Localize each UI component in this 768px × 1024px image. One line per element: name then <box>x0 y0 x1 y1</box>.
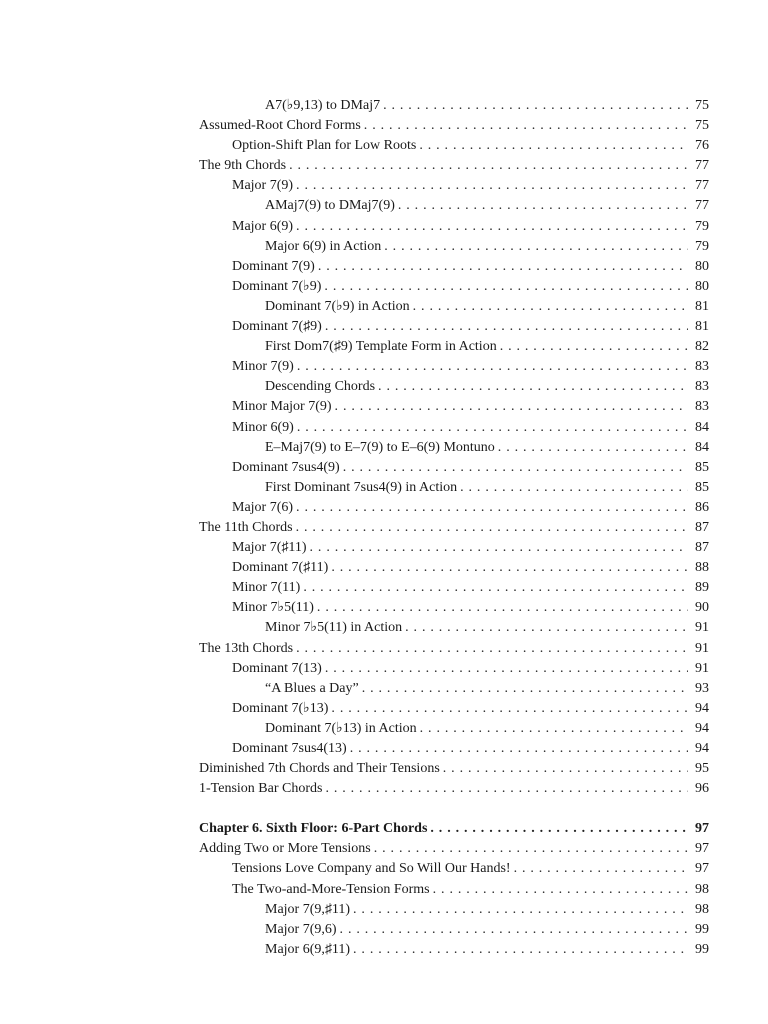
dot-leader <box>317 598 688 618</box>
toc-entry[interactable] <box>199 237 709 257</box>
toc-entry-title: Diminished 7th Chords and Their Tensions <box>199 761 440 777</box>
toc-entry-title: Dominant 7sus4(13) <box>232 741 347 756</box>
toc-entry-title: Major 6(9) <box>232 218 294 234</box>
toc-entry[interactable] <box>199 598 709 618</box>
toc-section-chapter-6 <box>199 839 709 960</box>
toc-entry-page: 93 <box>695 680 709 696</box>
toc-entry[interactable] <box>199 357 709 377</box>
toc-entry-page: 75 <box>695 98 709 113</box>
toc-entry[interactable] <box>199 659 709 679</box>
toc-entry[interactable] <box>199 377 709 397</box>
dot-leader <box>433 880 688 900</box>
toc-entry-page: 84 <box>695 439 709 455</box>
toc-entry-title: The 11th Chords <box>199 519 293 535</box>
toc-entry-page: 98 <box>695 901 709 917</box>
toc-entry-page: 97 <box>695 841 709 857</box>
toc-entry-title: The 13th Chords <box>199 640 294 656</box>
toc-chapter-6-heading[interactable] <box>199 819 709 839</box>
toc-entry-title: The Two-and-More-Tension Forms <box>232 881 430 897</box>
toc-entry-title: E–Maj7(9) to E–7(9) to E–6(9) Montuno <box>265 439 495 455</box>
toc-entry-title: Major 7(9,6) <box>265 921 337 937</box>
toc-entry-page: 88 <box>695 560 709 576</box>
dot-leader <box>289 156 688 176</box>
toc-entry-title: First Dominant 7sus4(9) in Action <box>265 479 458 495</box>
toc-entry[interactable] <box>199 759 709 779</box>
toc-entry-title: First Dom7(♯9) Template Form in Action <box>265 339 497 355</box>
toc-entry-title: Dominant 7(♭13) <box>232 700 329 716</box>
dot-leader <box>325 779 688 799</box>
dot-leader <box>398 196 688 216</box>
toc-entry-title: Dominant 7(♯11) <box>232 560 329 576</box>
toc-entry-page: 99 <box>695 921 709 937</box>
toc-entry[interactable] <box>199 839 709 859</box>
toc-entry-page: 97 <box>695 861 709 877</box>
toc-entry-title: Dominant 7(♯9) <box>232 319 322 335</box>
toc-entry[interactable] <box>199 317 709 337</box>
toc-entry[interactable] <box>199 518 709 538</box>
toc-entry[interactable] <box>199 639 709 659</box>
dot-leader <box>443 759 688 779</box>
dot-leader <box>413 297 688 317</box>
toc-entry-page: 77 <box>695 158 709 174</box>
dot-leader <box>296 498 688 518</box>
section-spacer <box>199 799 709 819</box>
dot-leader <box>384 237 688 257</box>
toc-entry[interactable] <box>199 297 709 317</box>
toc-entry[interactable] <box>199 578 709 598</box>
toc-entry-title: Minor Major 7(9) <box>232 399 332 415</box>
toc-entry-title: 1-Tension Bar Chords <box>199 781 323 797</box>
dot-leader <box>318 257 688 277</box>
toc-entry[interactable] <box>199 940 709 960</box>
toc-entry[interactable] <box>199 900 709 920</box>
dot-leader <box>353 900 688 920</box>
toc-entry-page: 97 <box>695 821 709 837</box>
dot-leader <box>296 217 688 237</box>
toc-entry-page: 94 <box>695 700 709 716</box>
toc-entry-page: 76 <box>695 138 709 154</box>
toc-entry-title: Minor 7(11) <box>232 580 301 596</box>
dot-leader <box>460 478 688 498</box>
toc-entry-page: 79 <box>695 238 709 254</box>
toc-entry-title: Dominant 7(♭9) <box>232 278 322 294</box>
toc-entry-page: 84 <box>695 419 709 435</box>
toc-entry[interactable] <box>199 116 709 136</box>
toc-entry-title: Adding Two or More Tensions <box>199 841 371 857</box>
toc-entry[interactable] <box>199 859 709 879</box>
dot-leader <box>353 940 688 960</box>
toc-entry[interactable] <box>199 880 709 900</box>
toc-entry[interactable] <box>199 277 709 297</box>
toc-entry[interactable] <box>199 618 709 638</box>
dot-leader <box>514 859 688 879</box>
dot-leader <box>296 176 688 196</box>
toc-entry-title: Assumed-Root Chord Forms <box>199 118 361 134</box>
toc-entry-title: Major 7(9,♯11) <box>265 901 351 917</box>
toc-entry-title: A7(♭9,13) to DMaj7 <box>265 98 381 113</box>
toc-entry-page: 89 <box>695 580 709 596</box>
toc-entry[interactable] <box>199 397 709 417</box>
dot-leader <box>405 618 688 638</box>
toc-entry-title: Minor 7♭5(11) in Action <box>265 620 403 636</box>
toc-entry-page: 85 <box>695 459 709 475</box>
toc-entry-title: The 9th Chords <box>199 158 287 174</box>
toc-entry-title: Major 7(6) <box>232 499 294 515</box>
toc-entry-title: Minor 7(9) <box>232 359 294 375</box>
toc-entry-title: Minor 6(9) <box>232 419 294 435</box>
dot-leader <box>297 418 688 438</box>
dot-leader <box>297 357 688 377</box>
toc-entry-title: Chapter 6. Sixth Floor: 6-Part Chords <box>199 821 428 837</box>
toc-entry-title: Dominant 7sus4(9) <box>232 459 340 475</box>
toc-entry-title: Option-Shift Plan for Low Roots <box>232 138 417 154</box>
toc-entry[interactable] <box>199 779 709 799</box>
toc-entry[interactable] <box>199 257 709 277</box>
toc-entry-title: Descending Chords <box>265 379 376 395</box>
toc-entry[interactable] <box>199 196 709 216</box>
dot-leader <box>419 136 688 156</box>
toc-entry-page: 80 <box>695 278 709 294</box>
toc-entry-title: Minor 7♭5(11) <box>232 600 314 616</box>
dot-leader <box>331 558 688 578</box>
dot-leader <box>500 337 688 357</box>
dot-leader <box>430 819 688 839</box>
toc-entry-page: 75 <box>695 118 709 134</box>
dot-leader <box>374 839 688 859</box>
dot-leader <box>340 920 688 940</box>
toc-entry-page: 85 <box>695 479 709 495</box>
toc-entry-title: Dominant 7(9) <box>232 258 315 274</box>
toc-entry-title: Major 7(♯11) <box>232 540 307 556</box>
dot-leader <box>296 518 688 538</box>
toc-entry[interactable] <box>199 558 709 578</box>
dot-leader <box>383 96 688 116</box>
toc-entry-title: Major 6(9,♯11) <box>265 941 351 957</box>
toc-entry-title: “A Blues a Day” <box>265 680 359 696</box>
toc-entry-page: 94 <box>695 720 709 736</box>
dot-leader <box>362 679 688 699</box>
toc-entry[interactable] <box>199 156 709 176</box>
toc-entry[interactable] <box>199 699 709 719</box>
toc-entry-page: 77 <box>695 198 709 214</box>
dot-leader <box>331 699 688 719</box>
toc-entry[interactable] <box>199 136 709 156</box>
toc-entry-page: 90 <box>695 600 709 616</box>
toc-entry[interactable] <box>199 920 709 940</box>
dot-leader <box>335 397 688 417</box>
toc-entry-page: 91 <box>695 620 709 636</box>
dot-leader <box>303 578 688 598</box>
toc-entry[interactable] <box>199 538 709 558</box>
toc-entry[interactable] <box>199 418 709 438</box>
dot-leader <box>296 639 688 659</box>
toc-entry-title: Dominant 7(♭13) in Action <box>265 720 417 736</box>
toc-entry-title: Major 6(9) in Action <box>265 238 382 254</box>
toc-entry-page: 96 <box>695 781 709 797</box>
toc-entry-page: 95 <box>695 761 709 777</box>
toc-entry-page: 83 <box>695 379 709 395</box>
dot-leader <box>325 317 688 337</box>
dot-leader <box>343 458 688 478</box>
toc-entry-title: Tensions Love Company and So Will Our Hands! <box>232 861 511 877</box>
toc-entry-title: AMaj7(9) to DMaj7(9) <box>265 198 395 214</box>
toc-entry-page: 94 <box>695 741 709 756</box>
dot-leader <box>378 377 688 397</box>
toc-entry-title: Dominant 7(13) <box>232 660 322 676</box>
toc-entry[interactable] <box>199 438 709 458</box>
toc-entry-page: 87 <box>695 540 709 556</box>
toc-entry[interactable] <box>199 719 709 739</box>
dot-leader <box>364 116 688 136</box>
toc-entry-title: Major 7(9) <box>232 178 294 194</box>
dot-leader <box>350 739 688 759</box>
table-of-contents <box>199 96 709 960</box>
dot-leader <box>310 538 688 558</box>
toc-entry-page: 86 <box>695 499 709 515</box>
toc-entry-page: 80 <box>695 258 709 274</box>
toc-entry-page: 83 <box>695 359 709 375</box>
toc-entry-page: 98 <box>695 881 709 897</box>
toc-entry[interactable] <box>199 478 709 498</box>
toc-entry-page: 91 <box>695 660 709 676</box>
toc-entry-page: 81 <box>695 319 709 335</box>
toc-entry-title: Dominant 7(♭9) in Action <box>265 298 410 314</box>
dot-leader <box>324 277 688 297</box>
toc-section-chapter-5 <box>199 96 709 799</box>
toc-entry[interactable] <box>199 176 709 196</box>
dot-leader <box>325 659 688 679</box>
toc-entry[interactable] <box>199 739 709 759</box>
toc-entry[interactable] <box>199 96 709 116</box>
toc-entry[interactable] <box>199 679 709 699</box>
toc-entry-page: 81 <box>695 298 709 314</box>
toc-entry-page: 87 <box>695 519 709 535</box>
toc-entry[interactable] <box>199 217 709 237</box>
toc-entry[interactable] <box>199 337 709 357</box>
toc-entry[interactable] <box>199 498 709 518</box>
toc-entry-page: 82 <box>695 339 709 355</box>
toc-entry-page: 99 <box>695 941 709 957</box>
toc-entry-page: 91 <box>695 640 709 656</box>
dot-leader <box>420 719 688 739</box>
toc-entry[interactable] <box>199 458 709 478</box>
toc-entry-page: 79 <box>695 218 709 234</box>
toc-entry-page: 83 <box>695 399 709 415</box>
dot-leader <box>498 438 688 458</box>
toc-entry-page: 77 <box>695 178 709 194</box>
